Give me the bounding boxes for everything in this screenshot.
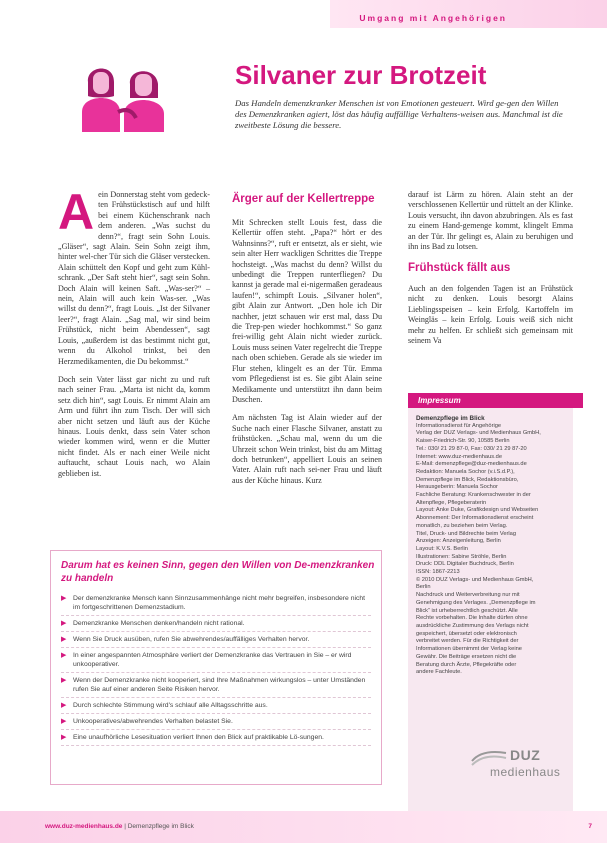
paragraph: ein Donnerstag steht vom gedeck-ten Frühstückstisch auf und hilft bei einem Küchenschrank nach dem anderen. „Was suchst du denn?“, fragt sein Sohn Louis. „Gläser“, sagt Alain. Sein Sohn zeigt ihm, hinter wel-cher Tür sich die Gläser verstecken. Alain schüttelt den Kopf und geht zum Kühl-schrank. „Der Saft steht hier“, sagt sein Sohn. Doch Alain will keinen Saft. „Was-ser?“ – nein, Alain will auch kein Was-ser. „Was willst du denn?“, fragt Louis. „Ist der Silvaner leer?“, fragt Alain. „Sag mal, wir sind beim Frühstück, nicht beim Abendessen“, sagt Louis, „außerdem ist das bestimmt nicht gut, wenn du Alkohol trinkst, bei den Herzmedikamenten, die Du bekommst.“ — [58, 190, 210, 366]
impressum-line: Blick“ ist urheberrechtlich geschützt. Alle — [416, 607, 518, 614]
footer-publication: Demenzpflege im Blick — [127, 823, 194, 830]
impressum-line: Anzeigen: Anzeigenleitung, Berlin — [416, 538, 501, 545]
impressum-line: Informationsdienst für Angehörige — [416, 422, 502, 429]
impressum-line: Verlag der DUZ Verlags- und Medienhaus GmbH, — [416, 430, 541, 437]
impressum-line: Rechte vorbehalten. Die Inhalte dürfen ohne — [416, 615, 528, 622]
list-item — [61, 632, 371, 648]
list-item — [61, 591, 371, 616]
subheading: Ärger auf der Kellertreppe — [232, 193, 375, 205]
impressum-line: verbreitet werden. Für die Richtigkeit der — [416, 638, 519, 645]
info-box-heading: Darum hat es keinen Sinn, gegen den Willen von De-menzkranken zu handeln — [61, 560, 375, 584]
impressum-line: Illustrationen: Sabine Ströhle, Berlin — [416, 553, 507, 560]
footer-left — [45, 823, 194, 830]
impressum-line: Kaiser-Friedrich-Str. 90, 10585 Berlin — [416, 438, 510, 445]
info-box-list — [61, 591, 371, 746]
bullet-icon: ▶ — [61, 652, 67, 659]
impressum-line: Beratung durch Ärzte, Pflegekräfte oder — [416, 661, 517, 668]
bullet-icon: ▶ — [61, 718, 67, 725]
impressum-body — [416, 415, 566, 677]
drop-cap: A — [58, 184, 95, 240]
bullet-icon: ▶ — [61, 677, 67, 684]
impressum-line: Nachdruck und Weiterverbreitung nur mit — [416, 592, 520, 599]
impressum-line: E-Mail: demenzpflege@duz-medienhaus.de — [416, 461, 527, 468]
impressum-line: Genehmigung des Verlages. „Demenzpflege im — [416, 599, 536, 606]
article-column-2 — [232, 218, 382, 494]
impressum-line: Fachliche Beratung: Krankenschwester in der — [416, 492, 531, 499]
bullet-icon: ▶ — [61, 636, 67, 643]
info-box — [50, 550, 382, 785]
impressum-line: gespeichert, übersetzt oder elektronisch — [416, 630, 517, 637]
impressum-line: Demenzpflege im Blick — [416, 415, 485, 422]
impressum-line: Tel.: 030/ 21 29 87-0, Fax: 030/ 21 29 87-20 — [416, 445, 527, 452]
impressum-line: Gewähr. Die Beiträge ersetzen nicht die — [416, 653, 517, 660]
impressum-line: Informationen übernimmt der Verlag keine — [416, 646, 522, 653]
impressum-title: Impressum — [408, 393, 583, 408]
logo-text-secondary: medienhaus — [490, 765, 561, 779]
bullet-icon: ▶ — [61, 734, 67, 741]
footer-separator: | — [122, 823, 128, 830]
article-title: Silvaner zur Brotzeit — [235, 60, 487, 90]
impressum-line: Internet: www.duz-medienhaus.de — [416, 453, 502, 460]
section-header-bar — [330, 0, 607, 28]
two-women-icon — [80, 60, 170, 132]
list-item — [61, 673, 371, 698]
publisher-logo — [470, 745, 570, 795]
bullet-icon: ▶ — [61, 620, 67, 627]
logo-text: DUZ — [510, 747, 541, 763]
impressum-line: Layout: Anke Duke, Grafikdesign und Webseiten — [416, 507, 539, 514]
impressum-line: Altenpflege, Pflegeberaterin — [416, 499, 487, 506]
impressum-line: Titel, Druck- und Bildrechte beim Verlag — [416, 530, 516, 537]
page-number: 7 — [588, 823, 592, 830]
article-column-3 — [408, 190, 573, 260]
list-item — [61, 648, 371, 673]
list-item — [61, 698, 371, 714]
paragraph: Auch an den folgenden Tagen ist an Frühstück nicht zu denken. Louis besorgt Alains Lieblingsspeisen – kein Erfolg. Kartoffeln im Weingläs – kein Erfolg. Louis weiß sich nicht mehr zu helfen. Er schließt sich gemeinsam mit seinem Va — [408, 284, 573, 346]
paragraph: Mit Schrecken stellt Louis fest, dass die Kellertür offen steht. „Papa?“ hört er des Wahnsinns?“, ruft er entsetzt, als er sieht, wie sein alter Herr wackligen Schrittes die Treppe hochsteigt. „Was machst du denn? Willst du unbedingt die Treppen runterfliegen? Du kannst ja gerade mal ei-nigermaßen geradeaus laufen!“, schimpft Louis. „Silvaner holen“, gibt Alain zur Antwort. „Den hole ich Dir nachher, jetzt schauen wir erst mal, dass Du die Trep-pen wieder hochkommst.“ So ganz frei-willig geht Alain nicht wieder zurück. Louis muss seinen Vater regelrecht die Treppe nach oben schieben. Gerade als sie wieder im Flur stehen, klingelt es an der Tür. Emma vom Pflegedienst ist es. Sie gibt Alain seine Medikamente und unterstützt ihn dann beim Duschen. — [232, 218, 382, 404]
paragraph: Doch sein Vater lässt gar nicht zu und ruft nach seiner Frau. „Marta ist nicht da, komm setz dich hin“, sagt Louis. Er nimmt Alain am Arm und führt ihn zum Tisch. Der will sich aber nicht setzen und läuft aus der Küche hinaus. Louis denkt, dass sein Vater schon wieder kommen wird, wenn er die Mutter nicht findet. Als er nach einer Weile nicht auftaucht, schaut Louis nach, wo Alain geblieben ist. — [58, 374, 210, 478]
subheading: Frühstück fällt aus — [408, 262, 511, 274]
list-item — [61, 714, 371, 730]
page-footer — [0, 811, 607, 843]
paragraph: Am nächsten Tag ist Alain wieder auf der Suche nach einer Flasche Silvaner, anstatt zu frühstücken. „Schau mal, wenn du um die Uhrzeit schon Wein trinkst, bist du am Mittag doch betrunken“, appelliert Louis an seinen Vater. Alain ruft nach sei-ner Frau und läuft aus der Küche hinaus. Kurz — [232, 413, 382, 485]
section-label: Umgang mit Angehörigen — [359, 13, 507, 23]
list-item-text: Unkooperatives/abwehrendes Verhalten belastet Sie. — [73, 718, 233, 725]
list-item-text: Demenzkranke Menschen denken/handeln nicht rational. — [73, 620, 245, 627]
paragraph: darauf ist Lärm zu hören. Alain steht an der verschlossenen Kellertür und rüttelt an der Klinke. Louis versucht, ihn davon abzubringen. Als es fast zu einem Hand-gemenge kommt, klingelt Emma an der Tür. Ihr gelingt es, Alain zu beruhigen und ihn ins Bad zu lotsen. — [408, 190, 573, 252]
bullet-icon: ▶ — [61, 595, 67, 602]
footer-url[interactable]: www.duz-medienhaus.de — [45, 823, 123, 830]
article-column-1 — [58, 184, 210, 487]
impressum-line: monatlich, zu beziehen beim Verlag. — [416, 522, 508, 529]
list-item — [61, 616, 371, 632]
list-item-text: Wenn Sie Druck ausüben, rufen Sie abwehrendes/auffälliges Verhalten hervor. — [73, 636, 310, 643]
list-item-text: Durch schlechte Stimmung wird's schlauf alle Alltagsschritte aus. — [73, 702, 268, 709]
impressum-line: andere Fachleute. — [416, 669, 462, 676]
impressum-line: Herausgeberin: Manuela Sochor — [416, 484, 498, 491]
impressum-line: Berlin — [416, 584, 431, 591]
list-item-text: Eine unaufhörliche Lesesituation verliert Ihnen den Blick auf praktikable Lö-sungen. — [73, 734, 324, 741]
article-column-3b — [408, 284, 573, 354]
impressum-line: ausdrückliche Zustimmung des Verlags nicht — [416, 622, 529, 629]
list-item — [61, 730, 371, 746]
impressum-line: Druck: DDL Digitaler Buchdruck, Berlin — [416, 561, 514, 568]
list-item-text: Der demenzkranke Mensch kann Sinnzusammenhänge nicht mehr begreifen, insbesondere nicht im fortgeschrittenen Demenzstadium. — [73, 595, 366, 611]
impressum-line: Layout: K.V.S. Berlin — [416, 545, 468, 552]
bullet-icon: ▶ — [61, 702, 67, 709]
list-item-text: In einer angespannten Atmosphäre verliert der Demenzkranke das Vertrauen in Sie – er wird unkooperativer. — [73, 652, 352, 668]
list-item-text: Wenn der Demenzkranke nicht kooperiert, sind Ihre Maßnahmen wirkungslos – unter Umständen rufen Sie auf einer anderen Seite Risiken hervor. — [73, 677, 366, 693]
impressum-line: Abonnement: Der Informationsdienst erscheint — [416, 515, 534, 522]
impressum-line: Redaktion: Manuela Sochor (v.i.S.d.P.), — [416, 468, 515, 475]
impressum-line: Demenzpflege im Blick, Redaktionsbüro, — [416, 476, 519, 483]
article-lead: Das Handeln demenzkranker Menschen ist von Emotionen gesteuert. Wird ge-gen den Willen des Demenzkranken agiert, löst das häufig auffällige Verhaltens-weisen aus. Manchmal ist die zweitbeste Lösung die bessere. — [235, 98, 563, 130]
impressum-line: ISSN: 1867-2213 — [416, 569, 460, 576]
impressum-line: © 2010 DUZ Verlags- und Medienhaus GmbH, — [416, 576, 534, 583]
logo-waves-icon — [470, 745, 508, 767]
